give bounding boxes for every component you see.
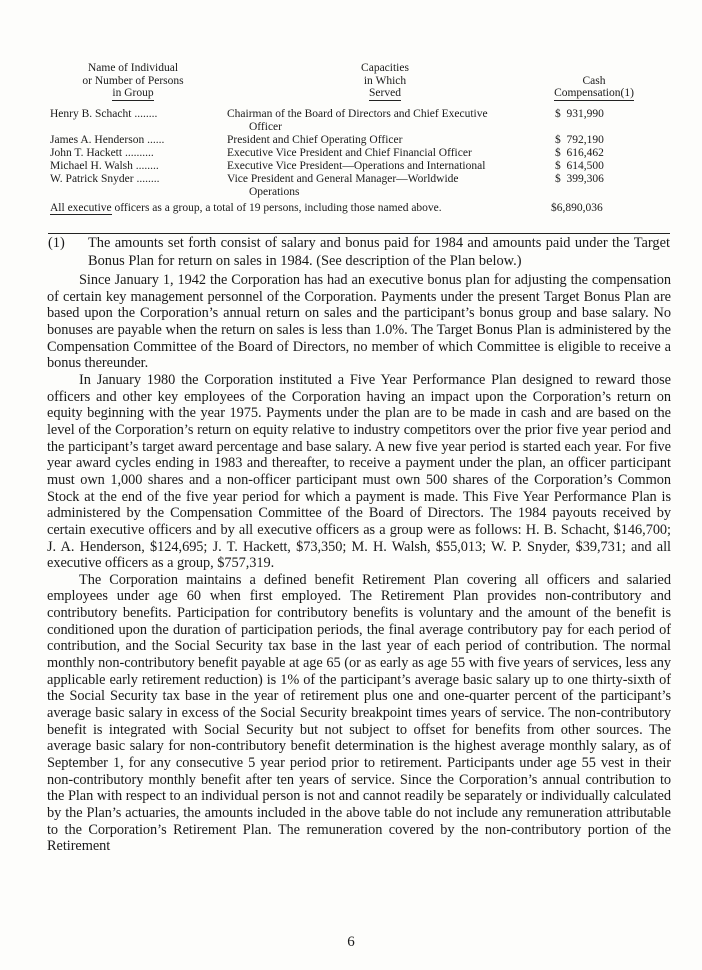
header-capacities-line-3: Served	[369, 87, 401, 99]
table-body	[50, 108, 670, 216]
table-header	[50, 62, 670, 108]
table-row	[50, 108, 670, 134]
row-capacity-line-2: Operations	[249, 185, 300, 198]
row-capacity	[223, 134, 547, 147]
table-row	[50, 160, 670, 173]
row-name: Michael H. Walsh ........	[50, 160, 159, 172]
header-cash-line-1	[534, 62, 654, 75]
row-capacity-line-2: Officer	[249, 120, 282, 133]
row-cash: $ 399,306	[555, 173, 604, 185]
table-row	[50, 134, 670, 147]
compensation-table	[50, 62, 670, 216]
total-label-underlined: All executive	[50, 202, 112, 214]
paragraph-retirement-plan: The Corporation maintains a defined benefit Retirement Plan covering all officers and salaried employees under age 60 when first employed. The Retirement Plan provides non-contributory and contributory benefits. Participation for contributory benefits is voluntary and the amount of the benefit is conditioned upon the duration of participation periods, the final average contributory pay for each period of contribution, and the Social Security tax base in the last year of each period of contribution. The normal monthly non-contributory benefit payable at age 65 (or as early as age 55 with five years of services, less any applicable early retirement reduction) is 1% of the participant’s average basic salary up to one thirty-sixth of the Social Security tax base in the year of retirement plus one and one-quarter percent of the participant’s average basic salary in excess of the Social Security breakpoint times years of service. The non-contributory benefit is integrated with Social Security but not subject to offset for benefits from other sources. The average basic salary for non-contributory benefit determination is the highest average monthly salary, as of September 1, for any consecutive 5 year period prior to retirement. Participants under age 55 vest in their non-contributory monthly benefit after ten years of service. Since the Corporation’s annual contribution to the Plan with respect to an individual person is not and cannot readily be separately or individually calculated by the Plan’s actuaries, the amounts included in the above table do not include any remuneration attributable to the Corporation’s Retirement Plan. The remuneration covered by the non-contributory portion of the Retirement	[47, 571, 671, 855]
table-footnote	[48, 233, 670, 270]
header-name-line-3: in Group	[112, 87, 154, 99]
header-cash-line-2: Cash	[582, 74, 606, 87]
row-cash: $ 792,190	[555, 134, 604, 146]
row-name: Henry B. Schacht ........	[50, 108, 158, 120]
row-capacity-line-1: Executive Vice President—Operations and International	[227, 160, 486, 172]
paragraph-performance-plan: In January 1980 the Corporation instituted a Five Year Performance Plan designed to reward those officers and other key employees of the Corporation having an impact upon the Corporation’s return on equity beginning with the year 1975. Payments under the plan are to be made in cash and are based on the level of the Corporation’s return on equity relative to industry competitors over the prior five year period and the participant’s target award percentage and base salary. A new five year period is started each year. For five year award cycles ending in 1983 and thereafter, to receive a payment under the plan, an officer participant must own 1,000 shares and a non-officer participant must own 500 shares of the Corporation’s Common Stock at the end of the five year period for which a payment is made. This Five Year Performance Plan is administered by the Compensation Committee of the Board of Directors. The 1984 payouts received by certain executive officers and by all executive officers as a group were as follows: H. B. Schacht, $146,700; J. A. Henderson, $124,695; J. T. Hackett, $73,350; M. H. Walsh, $55,013; W. P. Snyder, $39,731; and all executive officers as a group, $757,319.	[47, 371, 671, 572]
header-name-column	[60, 62, 206, 101]
header-cash-column	[534, 62, 654, 101]
paragraph-bonus-plan: Since January 1, 1942 the Corporation has had an executive bonus plan for adjusting the compensation of certain key management personnel of the Corporation. Payments under the present Target Bonus Plan are based upon the Corporation’s annual return on sales and the participant’s bonus group and base salary. No bonuses are payable when the return on sales is less than 1.0%. The Target Bonus Plan is administered by the Compensation Committee of the Board of Directors, no member of which Committee is eligible to receive a bonus thereunder.	[47, 272, 671, 372]
footnote-marker: (1)	[48, 235, 65, 251]
row-name: James A. Henderson ......	[50, 134, 165, 146]
row-capacity-line-1: Vice President and General Manager—Worldwide	[227, 173, 459, 185]
row-cash: $ 931,990	[555, 108, 604, 120]
row-name: John T. Hackett ..........	[50, 147, 154, 159]
header-name-line-2: or Number of Persons	[82, 74, 184, 87]
header-cash-line-3: Compensation(1)	[554, 87, 634, 99]
total-cash: $6,890,036	[551, 202, 603, 214]
total-label-rest: officers as a group, a total of 19 persons, including those named above.	[111, 202, 442, 214]
table-row	[50, 173, 670, 199]
row-capacity	[223, 147, 547, 160]
row-cash: $ 614,500	[555, 160, 604, 172]
row-capacity-line-1: Executive Vice President and Chief Financial Officer	[227, 147, 472, 159]
row-capacity-line-1: President and Chief Operating Officer	[227, 134, 403, 146]
row-capacity	[223, 160, 547, 173]
page-number: 6	[347, 934, 355, 950]
footnote-text: The amounts set forth consist of salary and bonus paid for 1984 and amounts paid under the Target Bonus Plan for return on sales in 1984. (See description of the Plan below.)	[88, 235, 670, 269]
row-capacity-line-1: Chairman of the Board of Directors and Chief Executive	[227, 108, 488, 120]
table-row	[50, 147, 670, 160]
header-name-line-1: Name of Individual	[87, 62, 179, 74]
row-name: W. Patrick Snyder ........	[50, 173, 160, 185]
header-capacities-line-1: Capacities	[361, 62, 409, 74]
header-capacities-column	[350, 62, 420, 101]
header-capacities-line-2: in Which	[363, 74, 407, 87]
body-text	[47, 272, 671, 855]
table-total-row	[50, 202, 670, 216]
row-capacity	[223, 108, 547, 133]
total-label	[50, 202, 543, 215]
row-capacity	[223, 173, 547, 198]
row-cash: $ 616,462	[555, 147, 604, 159]
